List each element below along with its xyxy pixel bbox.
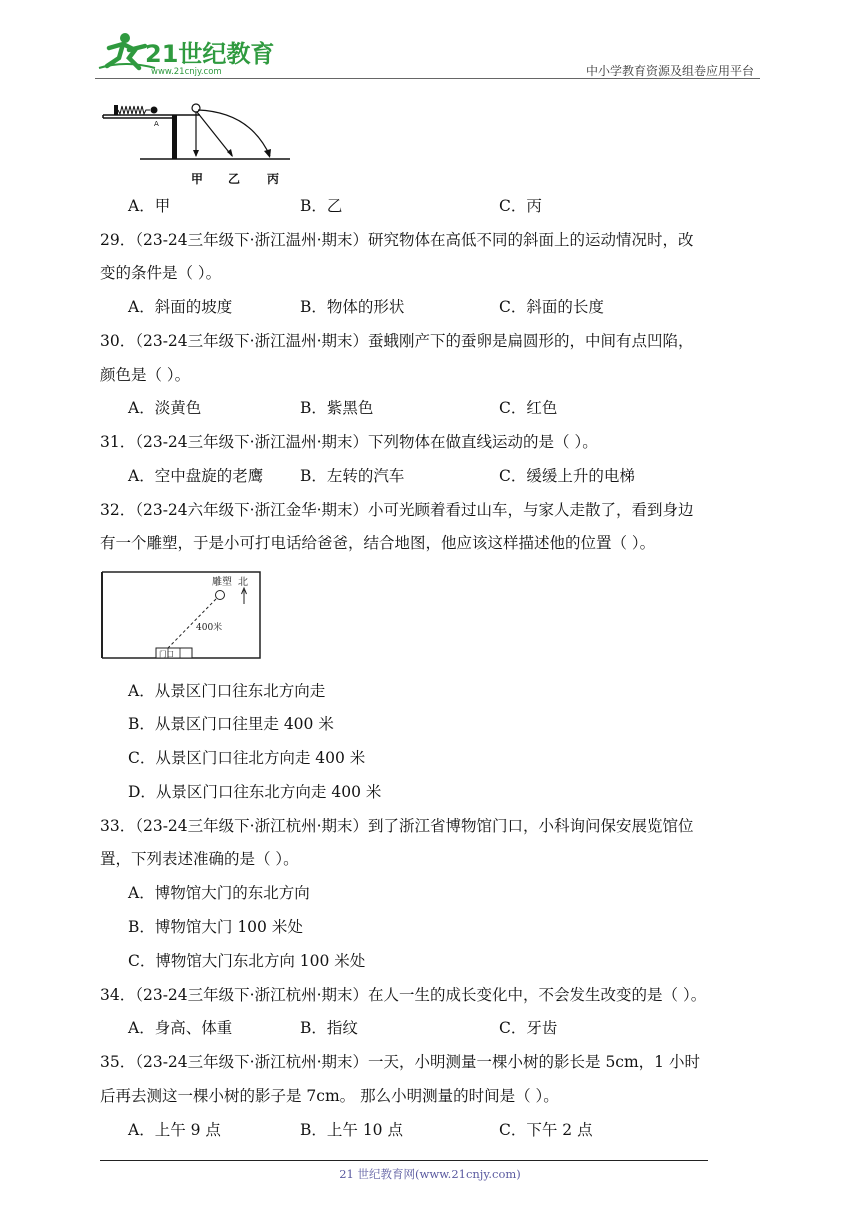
q33-option-c: C．博物馆大门东北方向 100 米处	[128, 952, 366, 970]
q28-option-b: B．乙	[300, 197, 343, 215]
q34-option-a: A．身高、体重	[128, 1019, 233, 1037]
q29-option-c: C．斜面的长度	[499, 298, 604, 316]
map-distance-label: 400米	[196, 623, 223, 633]
map-sculpture-label: 雕塑	[212, 577, 232, 588]
q33-option-a: A．博物馆大门的东北方向	[128, 884, 310, 902]
q33-line-1: 33．（23-24三年级下·浙江杭州·期末）到了浙江省博物馆门口，小科询问保安展览馆位	[100, 817, 694, 835]
footer-text[interactable]: 21 世纪教育网(www.21cnjy.com)	[339, 1167, 521, 1181]
q30-option-b: B．紫黑色	[300, 399, 374, 417]
q32-line-1: 32．（23-24六年级下·浙江金华·期末）小可光顾着看过山车，与家人走散了，看到身边	[100, 501, 694, 519]
q34-line-1: 34．（23-24三年级下·浙江杭州·期末）在人一生的成长变化中，不会发生改变的是（ ）。	[100, 986, 707, 1004]
q35-line-2: 后再去测这一棵小树的影子是 7cm。 那么小明测量的时间是（ ）。	[100, 1087, 559, 1105]
q31-line-1: 31．（23-24三年级下·浙江温州·期末）下列物体在做直线运动的是（ ）。	[100, 433, 598, 451]
q33-line-2: 置，下列表述准确的是（ ）。	[100, 850, 299, 868]
footer-rule	[100, 1160, 708, 1161]
q32-option-d: D．从景区门口往东北方向走 400 米	[128, 783, 382, 801]
q32-option-b: B．从景区门口往里走 400 米	[128, 715, 334, 733]
q35-option-c: C．下午 2 点	[499, 1121, 593, 1139]
q33-option-b: B．博物馆大门 100 米处	[128, 918, 303, 936]
q31-option-c: C．缓缓上升的电梯	[499, 467, 635, 485]
logo-url: www.21cnjy.com	[151, 67, 222, 76]
map-gate-label: 门口	[159, 649, 174, 659]
q28-option-c: C．丙	[499, 197, 542, 215]
q29-line-1: 29．（23-24三年级下·浙江温州·期末）研究物体在高低不同的斜面上的运动情况时，改	[100, 231, 694, 249]
q30-option-a: A．淡黄色	[128, 399, 202, 417]
q34-option-b: B．指纹	[300, 1019, 358, 1037]
q29-option-a: A．斜面的坡度	[128, 298, 233, 316]
platform-name: 中小学教育资源及组卷应用平台	[585, 64, 754, 78]
map-north-label: 北	[238, 577, 248, 588]
q35-option-a: A．上午 9 点	[128, 1121, 221, 1139]
q30-line-1: 30．（23-24三年级下·浙江温州·期末）蚕蛾刚产下的蚕卵是扁圆形的，中间有点凹陷，	[100, 332, 694, 350]
page-header	[95, 28, 760, 80]
label-yi: 乙	[228, 172, 241, 186]
label-bing: 丙	[267, 172, 280, 186]
logo-text: 21世纪教育	[145, 40, 275, 68]
marker-label: A	[154, 120, 159, 128]
logo	[95, 28, 275, 76]
header-rule	[95, 78, 760, 79]
q32-line-2: 有一个雕塑，于是小可打电话给爸爸，结合地图，他应该这样描述他的位置（ ）。	[100, 534, 656, 552]
q34-option-c: C．牙齿	[499, 1019, 558, 1037]
q31-option-b: B．左转的汽车	[300, 467, 405, 485]
launch-figure	[100, 100, 300, 188]
q29-option-b: B．物体的形状	[300, 298, 405, 316]
q35-line-1: 35．（23-24三年级下·浙江杭州·期末）一天，小明测量一棵小树的影长是 5cm，1 小时	[100, 1053, 700, 1071]
q31-option-a: A．空中盘旋的老鹰	[128, 467, 264, 485]
q29-line-2: 变的条件是（ ）。	[100, 264, 222, 282]
map-figure	[98, 568, 268, 664]
q35-option-b: B．上午 10 点	[300, 1121, 403, 1139]
q30-line-2: 颜色是（ ）。	[100, 366, 191, 384]
q30-option-c: C．红色	[499, 399, 558, 417]
q28-option-a: A．甲	[128, 197, 171, 215]
q32-option-c: C．从景区门口往北方向走 400 米	[128, 749, 366, 767]
label-jia: 甲	[191, 172, 204, 186]
q32-option-a: A．从景区门口往东北方向走	[128, 682, 326, 700]
